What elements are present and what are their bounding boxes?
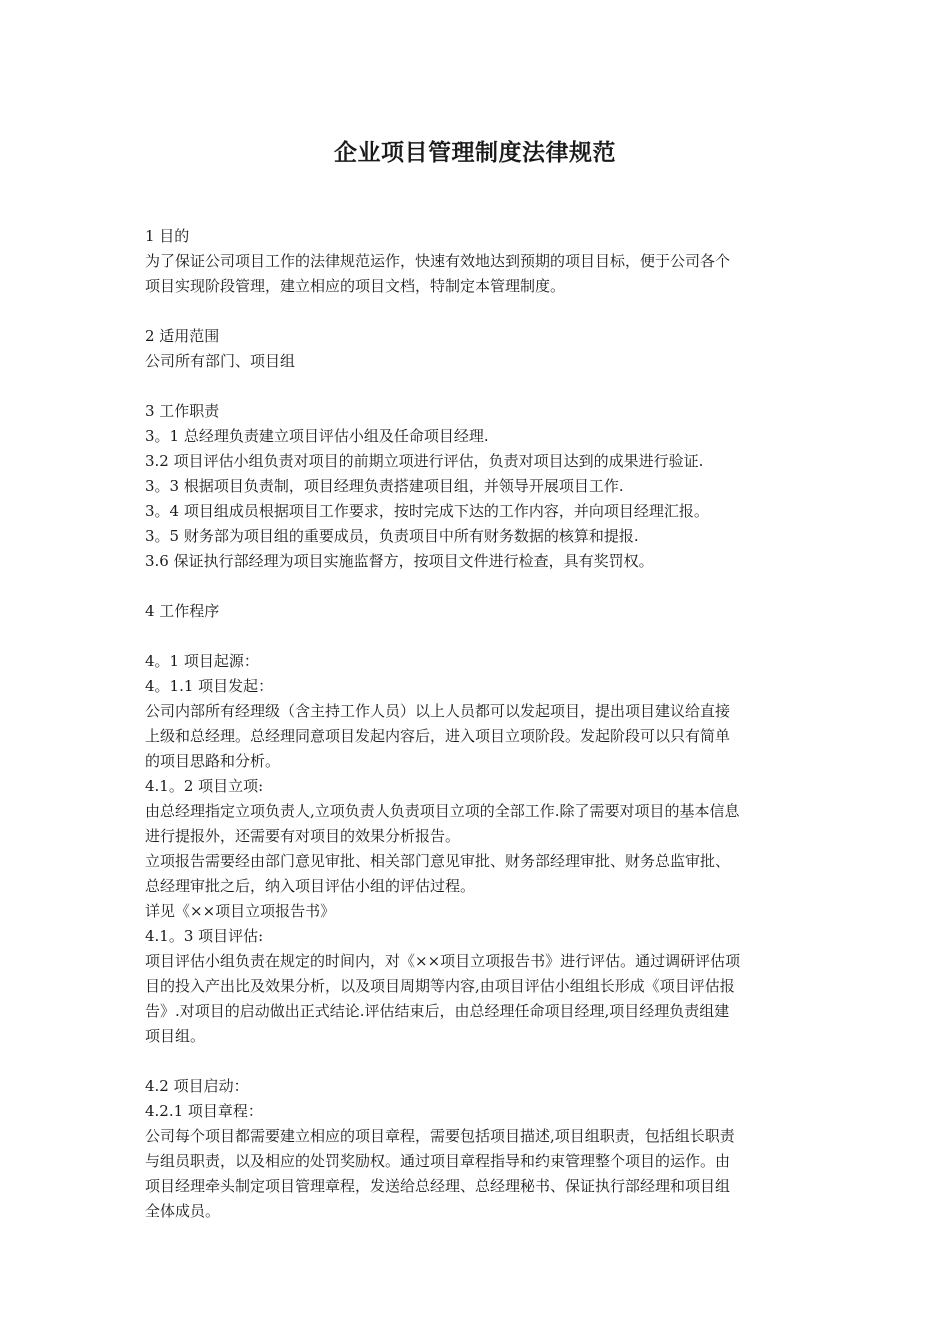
blank-line [145,299,810,324]
text-line: 4 工作程序 [145,602,220,620]
text-line: 的项目思路和分析。 [145,752,281,770]
blank-line [145,624,810,649]
text-line: 4。1 项目起源： [145,652,259,670]
text-line: 3。4 项目组成员根据项目工作要求，按时完成下达的工作内容，并向项目经理汇报。 [145,502,709,520]
text-line: 告》.对项目的启动做出正式结论.评估结束后，由总经理任命项目经理,项目经理负责组建 [145,1002,730,1020]
document-body [145,224,810,1224]
text-line: 3。1 总经理负责建立项目评估小组及任命项目经理. [145,427,489,445]
text-line: 3 工作职责 [145,402,220,420]
blank-line [145,574,810,599]
text-line: 项目经理牵头制定项目管理章程，发送给总经理、总经理秘书、保证执行部经理和项目组 [145,1177,731,1195]
text-line: 项目实现阶段管理，建立相应的项目文档，特制定本管理制度。 [145,277,566,295]
text-line: 进行提报外，还需要有对项目的效果分析报告。 [145,827,461,845]
text-line: 公司内部所有经理级（含主持工作人员）以上人员都可以发起项目，提出项目建议给直接 [145,702,731,720]
text-line: 4.1。2 项目立项: [145,777,264,795]
text-line: 立项报告需要经由部门意见审批、相关部门意见审批、财务部经理审批、财务总监审批、 [145,852,731,870]
text-line: 总经理审批之后，纳入项目评估小组的评估过程。 [145,877,476,895]
text-line: 3。3 根据项目负责制，项目经理负责搭建项目组，并领导开展项目工作. [145,477,624,495]
text-line: 4.2.1 项目章程： [145,1102,263,1120]
text-line: 上级和总经理。总经理同意项目发起内容后，进入项目立项阶段。发起阶段可以只有简单 [145,727,731,745]
text-line: 项目组。 [145,1027,206,1045]
text-line: 3。5 财务部为项目组的重要成员，负责项目中所有财务数据的核算和提报. [145,527,639,545]
text-line: 4.2 项目启动： [145,1077,249,1095]
blank-line [145,374,810,399]
text-line: 公司所有部门、项目组 [145,352,296,370]
document-title: 企业项目管理制度法律规范 [334,139,616,166]
text-line: 3.2 项目评估小组负责对项目的前期立项进行评估，负责对项目达到的成果进行验证. [145,452,704,470]
text-line: 详见《××项目立项报告书》 [145,902,336,920]
text-line: 目的投入产出比及效果分析，以及项目周期等内容,由项目评估小组组长形成《项目评估报 [145,977,735,995]
text-line: 1 目的 [145,227,190,245]
text-line: 由总经理指定立项负责人,立项负责人负责项目立项的全部工作.除了需要对项目的基本信息 [145,802,740,820]
text-line: 为了保证公司项目工作的法律规范运作，快速有效地达到预期的项目目标，便于公司各个 [145,252,731,270]
text-line: 2 适用范围 [145,327,220,345]
text-line: 3.6 保证执行部经理为项目实施监督方，按项目文件进行检查，具有奖罚权。 [145,552,654,570]
text-line: 与组员职责，以及相应的处罚奖励权。通过项目章程指导和约束管理整个项目的运作。由 [145,1152,731,1170]
blank-line [145,1049,810,1074]
text-line: 项目评估小组负责在规定的时间内，对《××项目立项报告书》进行评估。通过调研评估项 [145,952,741,970]
text-line: 4。1.1 项目发起： [145,677,274,695]
text-line: 4.1。3 项目评估: [145,927,264,945]
text-line: 全体成员。 [145,1202,221,1220]
text-line: 公司每个项目都需要建立相应的项目章程，需要包括项目描述,项目组职责，包括组长职责 [145,1127,735,1145]
